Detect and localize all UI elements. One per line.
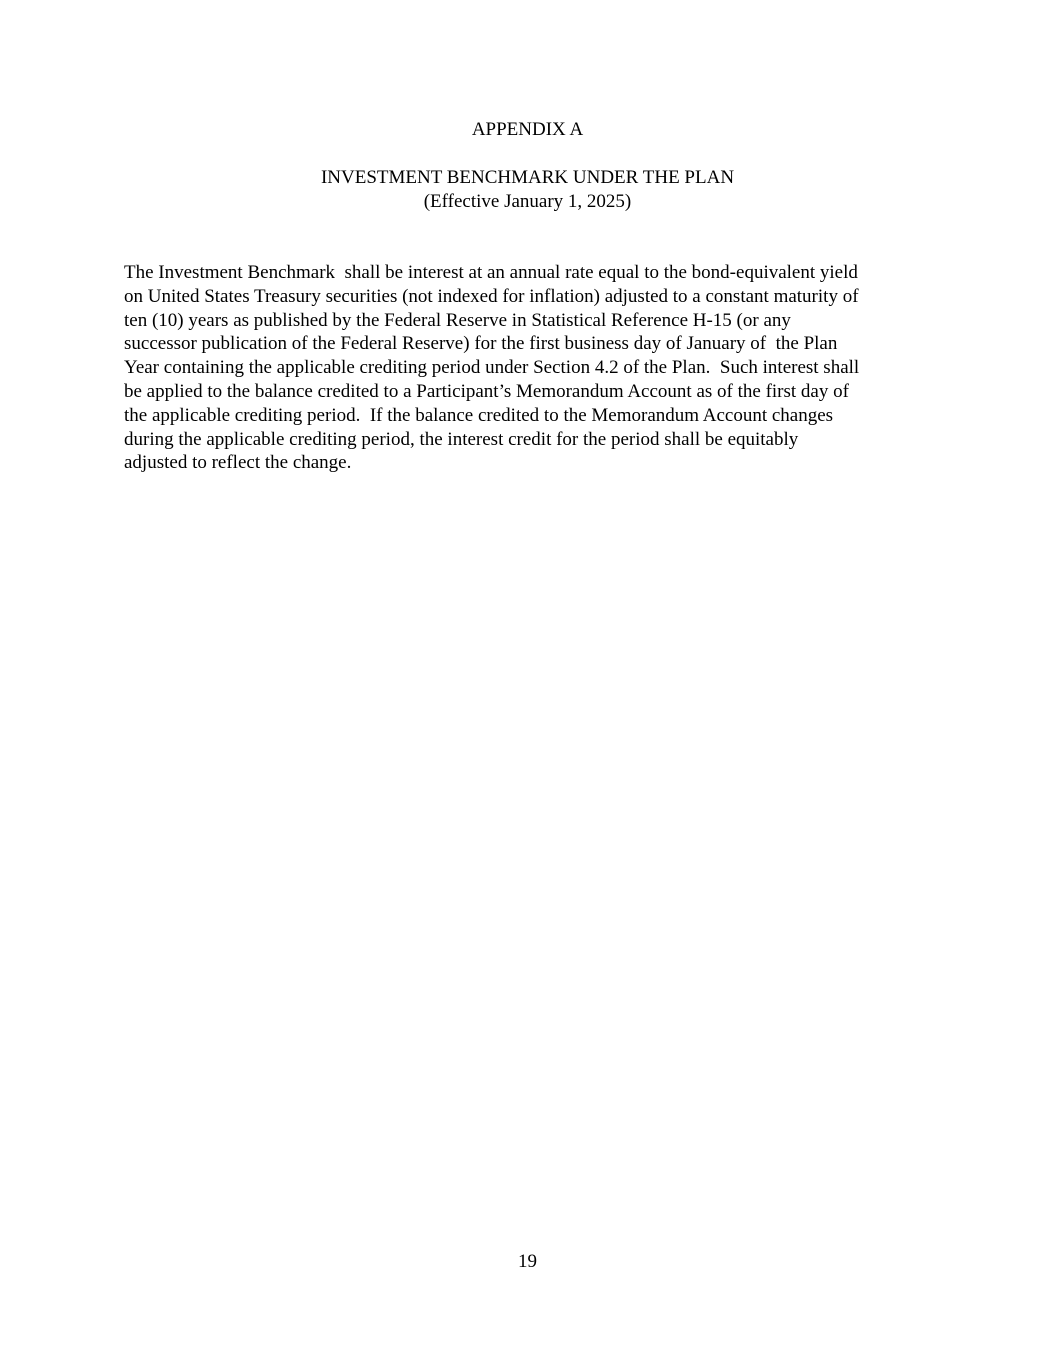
paragraph-line: ten (10) years as published by the Federal Reserve in Statistical Reference H-15 (or any xyxy=(124,309,791,331)
paragraph-line: on United States Treasury securities (not indexed for inflation) adjusted to a constant maturity of xyxy=(124,285,859,307)
appendix-heading: APPENDIX A xyxy=(471,119,584,140)
paragraph-line: be applied to the balance credited to a Participant’s Memorandum Account as of the first day of xyxy=(124,380,849,402)
paragraph-line: The Investment Benchmark shall be interest at an annual rate equal to the bond-equivalent yield xyxy=(124,262,858,283)
effective-date: (Effective January 1, 2025) xyxy=(423,191,632,212)
paragraph-line: during the applicable crediting period, the interest credit for the period shall be equitably xyxy=(124,428,799,450)
section-title: INVESTMENT BENCHMARK UNDER THE PLAN xyxy=(320,167,735,188)
paragraph-line: adjusted to reflect the change. xyxy=(124,452,352,474)
body-paragraph xyxy=(124,261,859,475)
paragraph-line: successor publication of the Federal Reserve) for the first business day of January of the Plan xyxy=(124,333,838,355)
page-number: 19 xyxy=(518,1251,537,1272)
paragraph-line: the applicable crediting period. If the balance credited to the Memorandum Account changes xyxy=(124,404,834,426)
paragraph-line: Year containing the applicable crediting period under Section 4.2 of the Plan. Such interest shall xyxy=(124,357,860,379)
